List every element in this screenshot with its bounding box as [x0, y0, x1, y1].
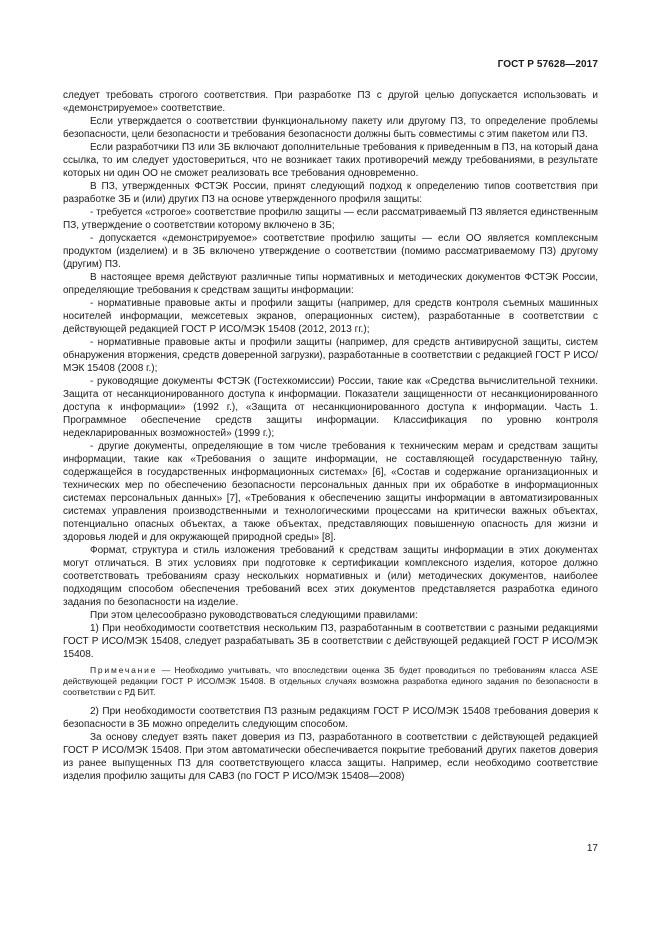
numbered-rule: 2) При необходимости соответствия ПЗ разным редакциям ГОСТ Р ИСО/МЭК 15408 требования доверия к безопасности в ЗБ можно определить следующим способом.	[63, 706, 598, 730]
note-label: Примечание	[90, 665, 158, 675]
paragraph: Если утверждается о соответствии функциональному пакету или другому ПЗ, то определение проблемы безопасности, цели безопасности и требования безопасности должны быть совместимы с этим пакетом или ПЗ.	[63, 116, 598, 140]
paragraph: следует требовать строгого соответствия. При разработке ПЗ с другой целью допускается использовать и «демонстрируемое» соответствие.	[63, 90, 598, 114]
note-text: — Необходимо учитывать, что впоследствии оценка ЗБ будет проводиться по требованиям класса ASE действующей редакции ГОСТ Р ИСО/МЭК 15408. В отдельных случаях возможна разработка единого задания по безопасности в соответствии с РД БИТ.	[63, 665, 598, 697]
list-item: - другие документы, определяющие в том числе требования к техническим мерам и средствам защиты информации, такие как «Требования о защите информации, не составляющей государственную тайну, содержащейся в государственных информационных системах» [6], «Состав и содержание организационных и технических мер по обеспечению безопасности персональных данных при их обработке в информационных системах персональных данных» [7], «Требования к обеспечению защиты информации в автоматизированных системах управления производственными и технологическими процессами на критически важных объектах, потенциально опасных объектах, а также объектах, представляющих повышенную опасность для жизни и здоровья людей и для окружающей природной среды» [8].	[63, 441, 598, 543]
paragraph: Формат, структура и стиль изложения требований к средствам защиты информации в этих документах могут отличаться. В этих условиях при подготовке к сертификации комплексного изделия, которое должно соответствовать требованиям сразу нескольких нормативных и (или) методических документов, наиболее подходящим способом обеспечения требований всех этих документов представляется разработка единого задания по безопасности на изделие.	[63, 545, 598, 608]
paragraph: В ПЗ, утвержденных ФСТЭК России, принят следующий подход к определению типов соответствия при разработке ЗБ и (или) других ПЗ на основе утвержденного профиля защиты:	[63, 181, 598, 205]
list-item: - нормативные правовые акты и профили защиты (например, для средств контроля съемных машинных носителей информации, межсетевых экранов, операционных систем), разработанные в соответствии с действующей редакцией ГОСТ Р ИСО/МЭК 15408 (2012, 2013 гг.);	[63, 298, 598, 335]
paragraph: При этом целесообразно руководствоваться следующими правилами:	[90, 610, 418, 621]
page-number: 17	[586, 843, 598, 854]
standard-header: ГОСТ Р 57628—2017	[497, 59, 598, 70]
note	[63, 665, 598, 698]
list-item: - нормативные правовые акты и профили защиты (например, для средств антивирусной защиты, систем обнаружения вторжения, средств доверенной загрузки), разработанные в соответствии с редакцией ГОСТ Р ИСО/МЭК 15408 (2008 г.);	[63, 337, 598, 374]
paragraph: В настоящее время действуют различные типы нормативных и методических документов ФСТЭК России, определяющие требования к средствам защиты информации:	[63, 272, 598, 296]
paragraph: За основу следует взять пакет доверия из ПЗ, разработанного в соответствии с действующей редакцией ГОСТ Р ИСО/МЭК 15408. При этом автоматически обеспечивается покрытие требований других пакетов доверия из ранее выпущенных ПЗ для соответствующего класса защиты. Например, если необходимо соответствие изделия профилю защиты для САВЗ (по ГОСТ Р ИСО/МЭК 15408—2008)	[63, 732, 598, 782]
list-item: - требуется «строгое» соответствие профилю защиты — если рассматриваемый ПЗ является единственным ПЗ, утверждение о соответствии которому включено в ЗБ;	[63, 207, 598, 231]
list-item: - руководящие документы ФСТЭК (Гостехкомиссии) России, такие как «Средства вычислительной техники. Защита от несанкционированного доступа к информации. Показатели защищенности от несанкционированного доступа к информации» (1992 г.), «Защита от несанкционированного доступа к информации. Часть 1. Программное обеспечение средств защиты информации. Классификация по уровню контроля недекларированных возможностей» (1999 г.);	[63, 376, 598, 439]
paragraph: Если разработчики ПЗ или ЗБ включают дополнительные требования к приведенным в ПЗ, на который дана ссылка, то им следует удостовериться, что не возникает таких противоречий между требованиями, в результате которых ни один ОО не сможет реализовать все требования одновременно.	[63, 142, 598, 179]
document-body	[63, 89, 598, 783]
list-item: - допускается «демонстрируемое» соответствие профилю защиты — если ОО является комплексным продуктом (изделием) и в ЗБ включено утверждение о соответствии (помимо рассматриваемому ПЗ) другому (другим) ПЗ.	[63, 233, 598, 270]
numbered-rule: 1) При необходимости соответствия нескольким ПЗ, разработанным в соответствии с разными редакциями ГОСТ Р ИСО/МЭК 15408, следует разрабатывать ЗБ в соответствии с действующей редакцией ГОСТ Р ИСО/МЭК 15408.	[63, 623, 598, 660]
